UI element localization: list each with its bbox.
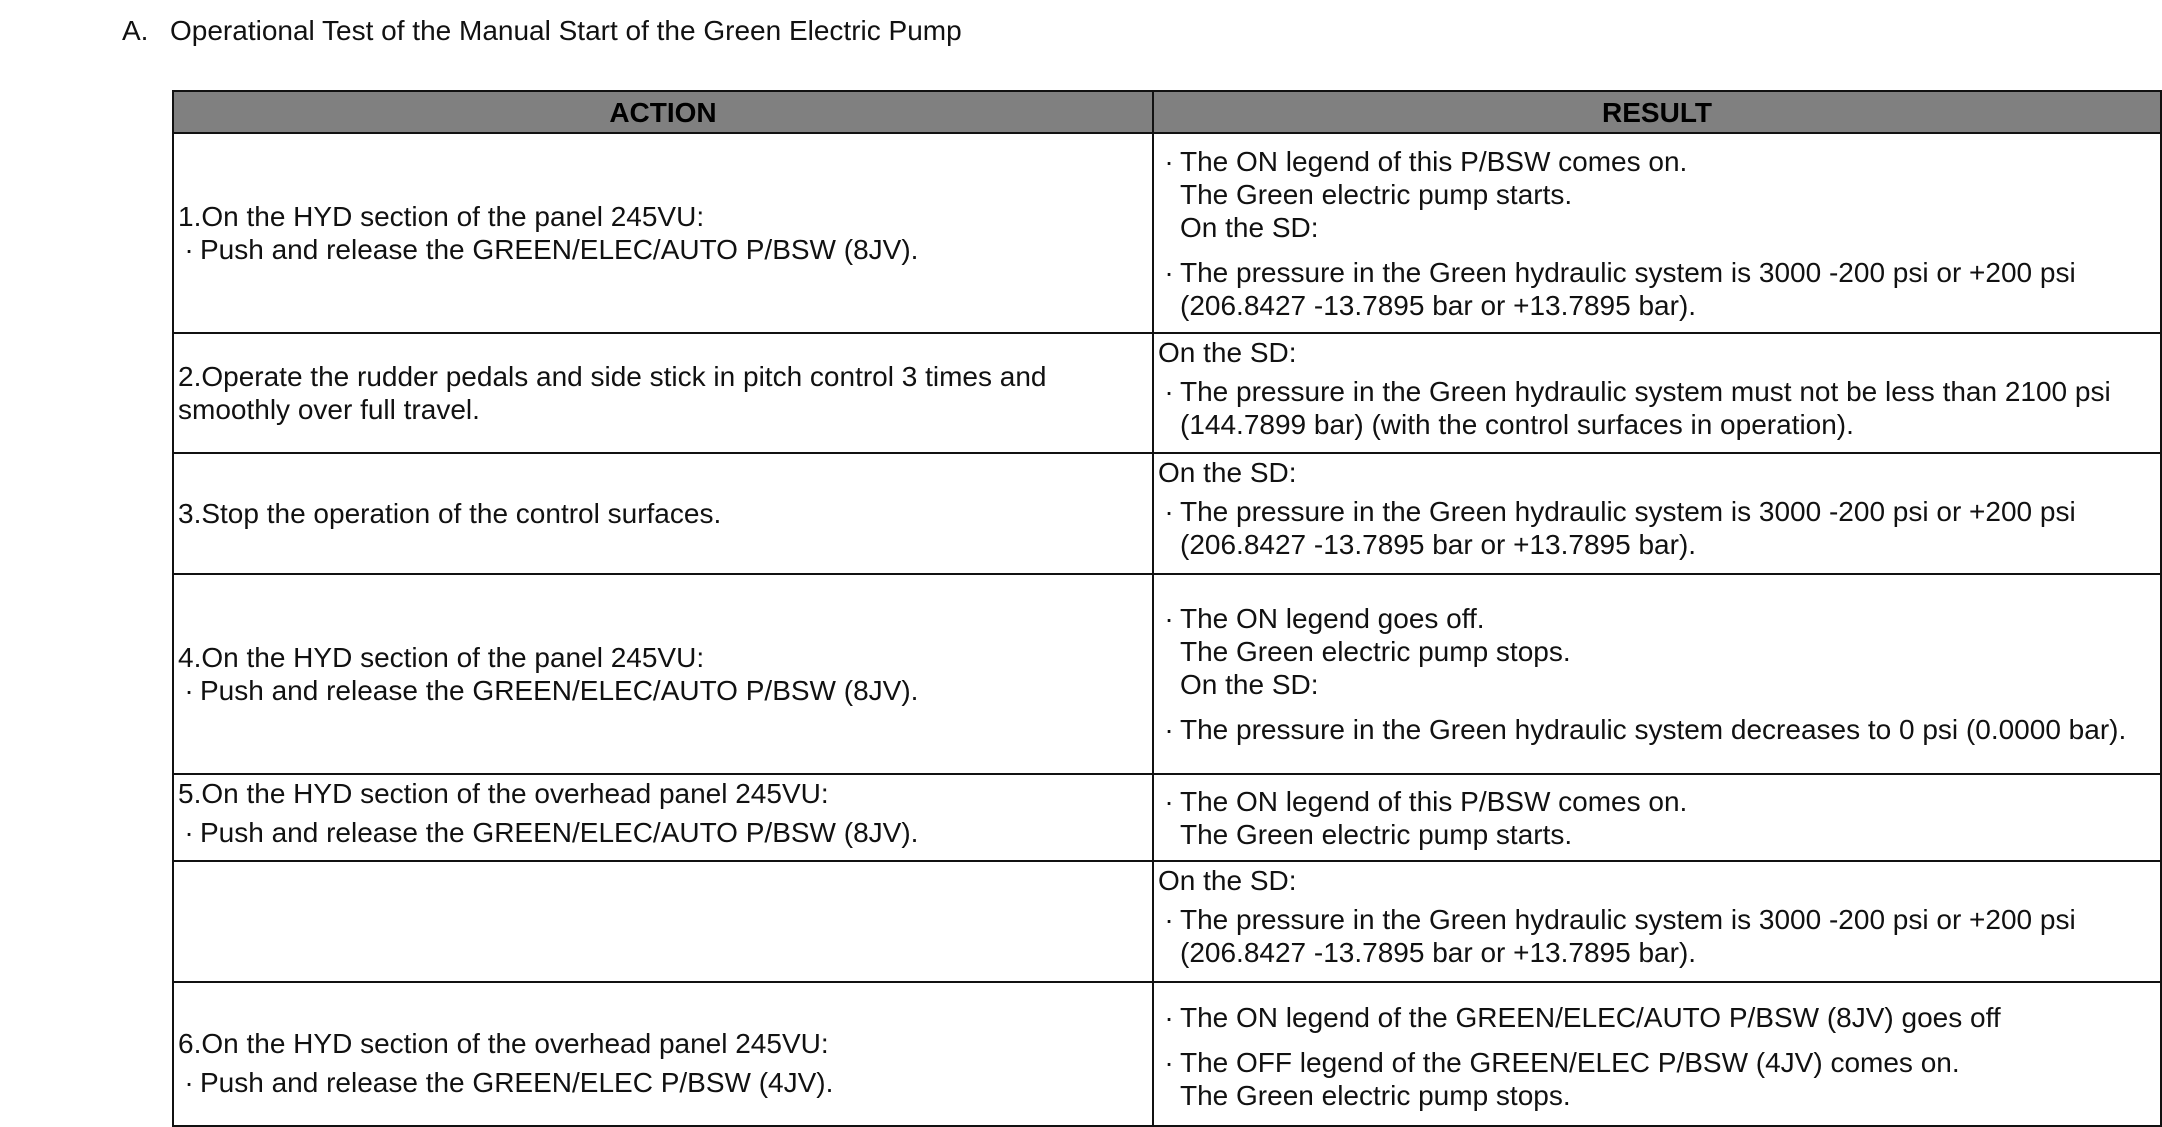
table-row — [173, 133, 2161, 333]
table-row — [173, 774, 2161, 861]
result-line: On the SD: — [1180, 211, 1319, 243]
table-row — [173, 861, 2161, 982]
section-heading — [122, 13, 962, 49]
result-bullet — [1158, 903, 2156, 969]
section-title: Operational Test of the Manual Start of the Green Electric Pump — [170, 15, 962, 46]
bullet-dot-icon: · — [1164, 256, 1174, 288]
action-cell — [173, 453, 1153, 574]
bullet-dot-icon: · — [1164, 496, 1174, 527]
action-bullet-text: Push and release the GREEN/ELEC P/BSW (4JV). — [200, 1067, 834, 1098]
result-bullet — [1158, 145, 2156, 178]
result-bullet-text: The pressure in the Green hydraulic system is 3000 -200 psi or +200 psi (206.8427 -13.7895 bar or +13.7895 bar). — [1180, 904, 2076, 968]
result-bullet-text: The ON legend goes off. — [1180, 603, 1485, 634]
result-line: On the SD: — [1158, 457, 1297, 488]
result-bullet — [1158, 256, 2156, 322]
result-bullet-text: The ON legend of this P/BSW comes on. — [1180, 785, 1688, 817]
result-bullet-text: The ON legend of the GREEN/ELEC/AUTO P/BSW (8JV) goes off — [1180, 1001, 2001, 1033]
result-bullet — [1158, 375, 2156, 441]
result-cell — [1153, 574, 2161, 774]
result-line: The Green electric pump starts. — [1180, 178, 1573, 210]
action-cell — [173, 774, 1153, 861]
bullet-dot-icon: · — [1164, 376, 1174, 407]
bullet-dot-icon: · — [1164, 714, 1174, 745]
bullet-dot-icon: · — [184, 675, 194, 706]
table-row — [173, 453, 2161, 574]
result-line: The Green electric pump stops. — [1180, 1079, 1571, 1111]
result-bullet — [1158, 713, 2156, 746]
result-bullet-text: The pressure in the Green hydraulic system is 3000 -200 psi or +200 psi (206.8427 -13.7895 bar or +13.7895 bar). — [1180, 496, 2076, 560]
action-bullet — [178, 674, 1148, 707]
action-cell — [173, 574, 1153, 774]
action-cell — [173, 982, 1153, 1126]
action-column-header: ACTION — [173, 91, 1153, 133]
result-cell — [1153, 133, 2161, 333]
action-bullet — [178, 233, 1148, 266]
result-bullet — [1158, 785, 2156, 818]
action-step: 5.On the HYD section of the overhead panel 245VU: — [178, 778, 829, 809]
action-step: 4.On the HYD section of the panel 245VU: — [178, 642, 705, 673]
result-line: On the SD: — [1180, 669, 1319, 700]
result-cell — [1153, 333, 2161, 453]
result-cell — [1153, 453, 2161, 574]
table-row — [173, 982, 2161, 1126]
action-step: 3.Stop the operation of the control surfaces. — [178, 498, 722, 529]
result-line: On the SD: — [1158, 337, 1297, 368]
result-line: The Green electric pump stops. — [1180, 636, 1571, 667]
result-bullet-text: The OFF legend of the GREEN/ELEC P/BSW (4JV) comes on. — [1180, 1046, 1960, 1078]
action-step: 2.Operate the rudder pedals and side stick in pitch control 3 times and smoothly over full travel. — [178, 361, 1047, 425]
result-column-header: RESULT — [1153, 91, 2161, 133]
result-line: The Green electric pump starts. — [1180, 818, 1573, 850]
result-bullet — [1158, 1046, 2156, 1079]
result-cell — [1153, 982, 2161, 1126]
result-bullet — [1158, 1001, 2156, 1034]
action-bullet-text: Push and release the GREEN/ELEC/AUTO P/BSW (8JV). — [200, 817, 919, 848]
result-cell — [1153, 861, 2161, 982]
action-step: 6.On the HYD section of the overhead panel 245VU: — [178, 1028, 829, 1059]
result-bullet-text: The pressure in the Green hydraulic system is 3000 -200 psi or +200 psi (206.8427 -13.7895 bar or +13.7895 bar). — [1180, 256, 2076, 321]
result-bullet-text: The ON legend of this P/BSW comes on. — [1180, 145, 1688, 177]
action-cell — [173, 333, 1153, 453]
result-bullet — [1158, 495, 2156, 561]
action-cell-empty — [173, 861, 1153, 982]
action-cell — [173, 133, 1153, 333]
bullet-dot-icon: · — [1164, 785, 1174, 817]
bullet-dot-icon: · — [1164, 1046, 1174, 1078]
table-header-row — [173, 91, 2161, 133]
result-bullet — [1158, 602, 2156, 635]
section-letter: A. — [122, 15, 149, 46]
result-bullet-text: The pressure in the Green hydraulic system must not be less than 2100 psi (144.7899 bar) (with the control surfaces in operation). — [1180, 376, 2111, 440]
bullet-dot-icon: · — [1164, 145, 1174, 177]
action-bullet-text: Push and release the GREEN/ELEC/AUTO P/BSW (8JV). — [200, 234, 919, 265]
bullet-dot-icon: · — [184, 234, 194, 265]
bullet-dot-icon: · — [184, 817, 194, 848]
action-bullet-text: Push and release the GREEN/ELEC/AUTO P/BSW (8JV). — [200, 675, 919, 706]
result-line: On the SD: — [1158, 865, 1297, 896]
bullet-dot-icon: · — [1164, 904, 1174, 935]
bullet-dot-icon: · — [1164, 603, 1174, 634]
result-bullet-text: The pressure in the Green hydraulic system decreases to 0 psi (0.0000 bar). — [1180, 714, 2127, 745]
bullet-dot-icon: · — [1164, 1001, 1174, 1033]
action-bullet — [178, 1066, 1148, 1099]
result-cell — [1153, 774, 2161, 861]
action-step: 1.On the HYD section of the panel 245VU: — [178, 201, 705, 232]
table-row — [173, 574, 2161, 774]
table-row — [173, 333, 2161, 453]
action-bullet — [178, 816, 1148, 849]
procedure-table — [172, 90, 2162, 1127]
bullet-dot-icon: · — [184, 1067, 194, 1098]
